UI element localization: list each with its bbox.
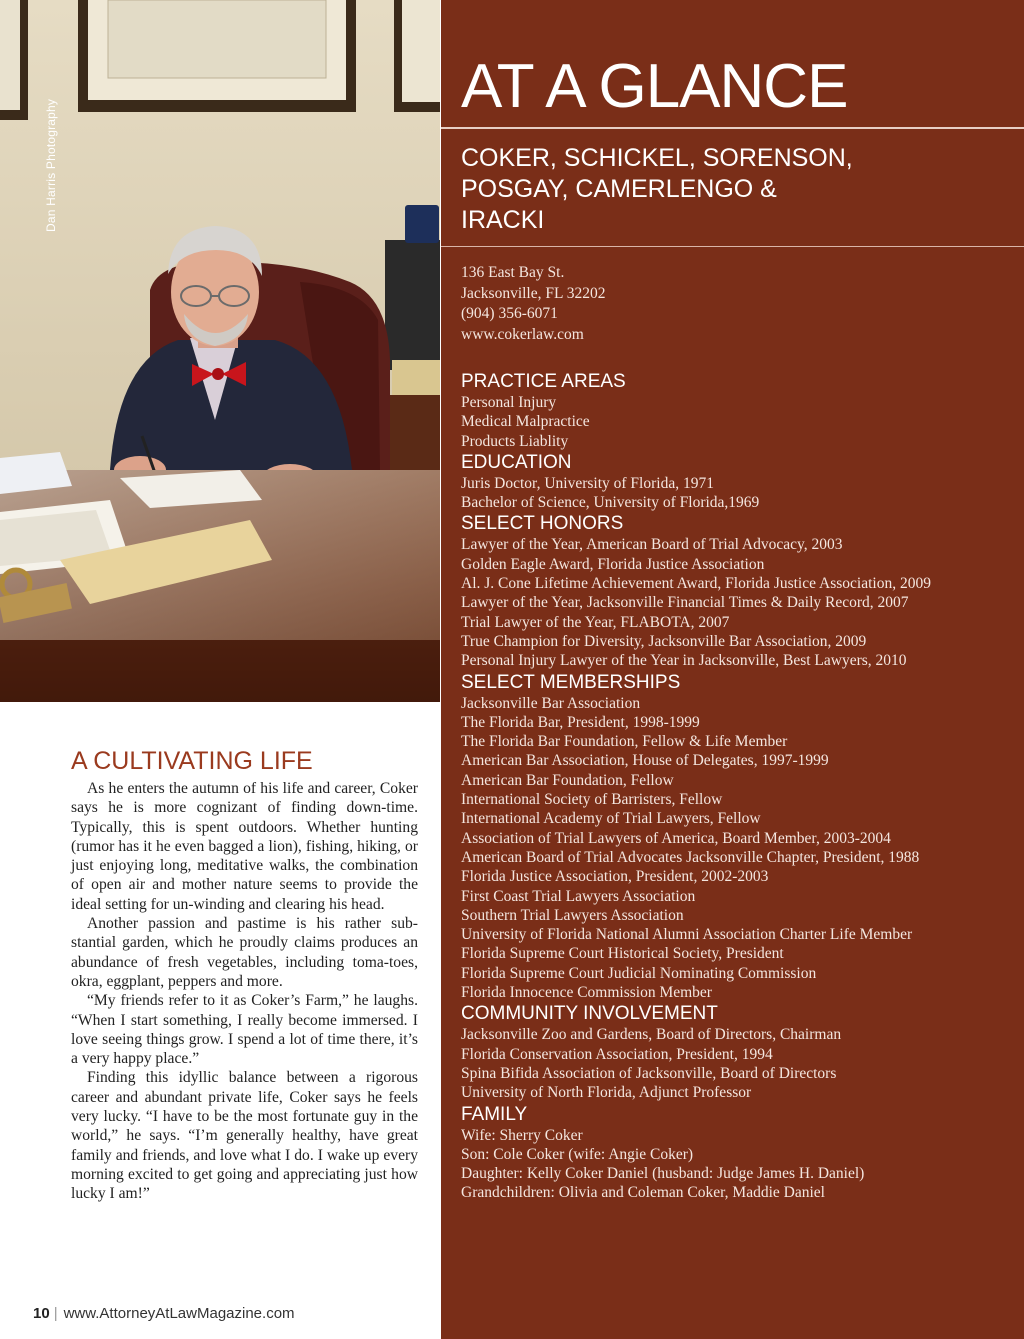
firm-name-line: IRACKI <box>461 206 545 234</box>
article-paragraph: “My friends refer to it as Coker’s Farm,” he laughs. “When I start something, I really become immersed. I love seeing things grow. I spend a lot of time there, it’s a very happy place.” <box>71 992 418 1068</box>
section-list <box>461 694 1006 1003</box>
list-item: First Coast Trial Lawyers Association <box>461 887 696 905</box>
list-item: Personal Injury <box>461 394 557 411</box>
firm-name-line: COKER, SCHICKEL, SORENSON, <box>461 144 853 172</box>
footer-website-link[interactable]: www.AttorneyAtLawMagazine.com <box>63 1305 295 1322</box>
list-item: Juris Doctor, University of Florida, 1971 <box>461 474 714 492</box>
section-heading: SELECT HONORS <box>461 513 624 535</box>
page-footer <box>33 1305 295 1322</box>
firm-name <box>461 143 981 236</box>
list-item: Jacksonville Zoo and Gardens, Board of Directors, Chairman <box>461 1026 842 1044</box>
list-item: Florida Conservation Association, President, 1994 <box>461 1045 773 1063</box>
article-title: A CULTIVATING LIFE <box>71 747 313 775</box>
profile-sections <box>461 371 1006 1204</box>
section-list <box>461 393 1006 451</box>
section-list <box>461 535 1006 670</box>
article-paragraph: Finding this idyllic balance between a rigorous career and abundant private life, Coker says he feels very lucky. “I have to be the most fortunate guy in the world,” he says. “I’m generally healthy, have great family and friends, and love what I do. I wake up every morning excited to get going and appreciating just how lucky I am!” <box>71 1069 418 1203</box>
list-item: Al. J. Cone Lifetime Achievement Award, Florida Justice Association, 2009 <box>461 575 931 593</box>
list-item: Florida Supreme Court Historical Society, President <box>461 945 784 963</box>
section-list <box>461 1126 1006 1203</box>
section-practice-areas <box>461 371 1006 451</box>
list-item: International Academy of Trial Lawyers, Fellow <box>461 810 761 828</box>
list-item: University of Florida National Alumni Association Charter Life Member <box>461 926 913 944</box>
list-item: The Florida Bar, President, 1998-1999 <box>461 713 700 731</box>
contact-block <box>461 263 606 345</box>
address-city: Jacksonville, FL 32202 <box>461 284 606 302</box>
article-paragraph: Another passion and pastime is his rather sub-stantial garden, which he proudly claims produces an abundance of fresh vegetables, including toma-toes, okra, eggplant, peppers and more. <box>71 915 418 990</box>
list-item: Florida Supreme Court Judicial Nominating Commission <box>461 964 817 982</box>
list-item: Association of Trial Lawyers of America, Board Member, 2003-2004 <box>461 829 891 847</box>
section-heading: FAMILY <box>461 1103 528 1125</box>
list-item: Florida Justice Association, President, 2002-2003 <box>461 868 769 886</box>
phone-number: (904) 356-6071 <box>461 305 558 322</box>
list-item: Grandchildren: Olivia and Coleman Coker, Maddie Daniel <box>461 1184 825 1202</box>
list-item: Wife: Sherry Coker <box>461 1126 583 1144</box>
address-street: 136 East Bay St. <box>461 264 565 281</box>
list-item: Bachelor of Science, University of Florida,1969 <box>461 494 760 512</box>
list-item: Lawyer of the Year, American Board of Trial Advocacy, 2003 <box>461 536 843 554</box>
list-item: University of North Florida, Adjunct Professor <box>461 1084 752 1102</box>
title-divider <box>441 127 1024 129</box>
list-item: The Florida Bar Foundation, Fellow & Life Member <box>461 733 788 751</box>
at-a-glance-panel <box>441 0 1024 1339</box>
list-item: American Board of Trial Advocates Jacksonville Chapter, President, 1988 <box>461 848 920 866</box>
section-list <box>461 474 1006 513</box>
list-item: Spina Bifida Association of Jacksonville, Board of Directors <box>461 1064 837 1082</box>
list-item: Son: Cole Coker (wife: Angie Coker) <box>461 1145 694 1163</box>
section-community-involvement <box>461 1003 1006 1102</box>
firm-divider <box>441 246 1024 247</box>
section-heading: EDUCATION <box>461 451 572 473</box>
section-education <box>461 452 1006 513</box>
list-item: Southern Trial Lawyers Association <box>461 906 684 924</box>
list-item: Jacksonville Bar Association <box>461 694 641 712</box>
list-item: True Champion for Diversity, Jacksonville Bar Association, 2009 <box>461 632 867 650</box>
list-item: Products Liablity <box>461 432 569 450</box>
section-heading: COMMUNITY INVOLVEMENT <box>461 1003 718 1025</box>
article-column <box>71 747 418 1204</box>
list-item: Florida Innocence Commission Member <box>461 984 712 1002</box>
firm-name-line: POSGAY, CAMERLENGO & <box>461 175 777 203</box>
section-select-memberships <box>461 672 1006 1003</box>
page-number: 10 <box>33 1305 50 1322</box>
article-paragraph: As he enters the autumn of his life and career, Coker says he is more cognizant of finding down-time. Typically, this is spent outdoors. Whether hunting (rumor has it he even bagged a lion), fishing, hiking, or just enjoying long, meditative walks, the combination of open air and mother nature seems to provide the ideal setting for un-winding and clearing his head. <box>71 780 418 913</box>
list-item: American Bar Foundation, Fellow <box>461 771 674 789</box>
list-item: American Bar Association, House of Delegates, 1997-1999 <box>461 752 829 770</box>
list-item: Lawyer of the Year, Jacksonville Financial Times & Daily Record, 2007 <box>461 594 909 612</box>
list-item: Trial Lawyer of the Year, FLABOTA, 2007 <box>461 613 730 631</box>
list-item: Daughter: Kelly Coker Daniel (husband: Judge James H. Daniel) <box>461 1165 865 1183</box>
panel-title: AT A GLANCE <box>461 52 848 121</box>
section-list <box>461 1025 1006 1102</box>
section-heading: SELECT MEMBERSHIPS <box>461 671 681 693</box>
footer-separator: | <box>53 1305 58 1322</box>
list-item: Golden Eagle Award, Florida Justice Association <box>461 555 765 573</box>
list-item: Personal Injury Lawyer of the Year in Jacksonville, Best Lawyers, 2010 <box>461 652 907 670</box>
website-link[interactable]: www.cokerlaw.com <box>461 325 584 343</box>
photo-credit: Dan Harris Photography <box>44 98 58 232</box>
portrait-illustration <box>0 0 440 702</box>
section-heading: PRACTICE AREAS <box>461 371 626 392</box>
list-item: Medical Malpractice <box>461 413 590 431</box>
section-select-honors <box>461 513 1006 670</box>
portrait-photo <box>0 0 440 702</box>
section-family <box>461 1104 1006 1203</box>
list-item: International Society of Barristers, Fellow <box>461 791 723 809</box>
